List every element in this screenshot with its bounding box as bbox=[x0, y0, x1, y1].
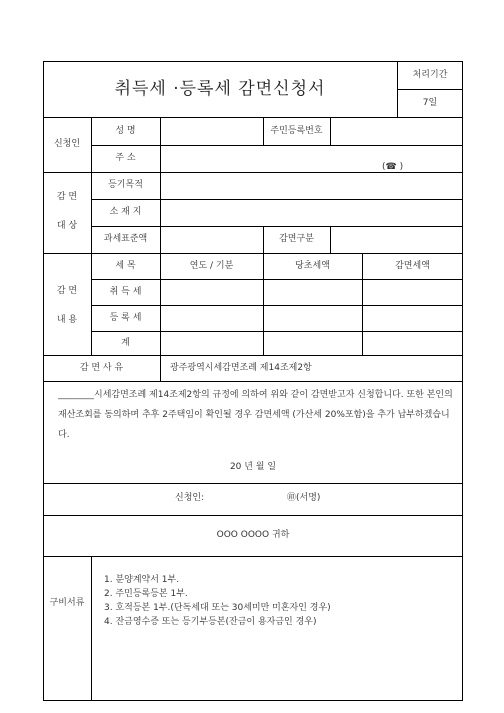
location-label: 소 재 지 bbox=[109, 207, 142, 217]
divider bbox=[43, 483, 463, 484]
divider bbox=[160, 117, 161, 173]
row-acquisition-tax: 취 득 세 bbox=[109, 287, 142, 297]
resident-number-label: 주민등록번호 bbox=[270, 126, 323, 136]
tax-base-label: 과세표준액 bbox=[103, 234, 148, 244]
registration-purpose-label: 등기목적 bbox=[108, 180, 143, 190]
target-section-label-1: 감 면 bbox=[56, 192, 78, 202]
signer-label: 신청인: bbox=[175, 493, 205, 503]
divider bbox=[91, 331, 463, 332]
reduction-category-label: 감면구분 bbox=[279, 234, 314, 244]
divider bbox=[160, 355, 161, 381]
divider bbox=[43, 355, 463, 356]
divider bbox=[160, 226, 161, 253]
reduction-reason-value: 광주광역시세감면조례 제14조제2항 bbox=[170, 363, 312, 373]
row-total: 계 bbox=[121, 338, 130, 348]
row-registration-tax: 등 록 세 bbox=[109, 313, 142, 323]
divider bbox=[91, 556, 92, 701]
col-reduced-amount: 감면세액 bbox=[395, 261, 430, 271]
seal-signature: ㊞(서명) bbox=[287, 493, 321, 503]
name-label: 성 명 bbox=[115, 126, 136, 136]
recipient: OOO OOOO 귀하 bbox=[216, 530, 290, 540]
col-original-amount: 당초세액 bbox=[295, 261, 330, 271]
processing-period-label: 처리기간 bbox=[412, 70, 448, 80]
application-date: 20 년 월 일 bbox=[229, 462, 277, 472]
col-tax-item: 세 목 bbox=[115, 261, 136, 271]
divider bbox=[43, 253, 463, 254]
reduction-reason-label: 감 면 사 유 bbox=[79, 363, 124, 373]
details-section-label-2: 내 용 bbox=[56, 315, 78, 325]
document-item: 1. 분양계약서 1부. bbox=[104, 575, 180, 585]
document-item: 2. 주민등록등본 1부. bbox=[104, 589, 188, 599]
divider bbox=[43, 556, 463, 557]
details-section-label-1: 감 면 bbox=[56, 286, 78, 296]
document-item: 4. 잔금영수증 또는 등기부등본(잔금이 용자금인 경우) bbox=[104, 617, 317, 627]
divider bbox=[160, 172, 161, 226]
divider bbox=[397, 89, 463, 90]
divider bbox=[91, 279, 463, 280]
divider bbox=[91, 226, 463, 227]
divider bbox=[330, 226, 331, 253]
divider bbox=[330, 117, 331, 145]
applicant-section-label: 신청인 bbox=[53, 139, 81, 149]
address-label: 주 소 bbox=[115, 153, 136, 163]
processing-period-value: 7일 bbox=[422, 98, 438, 108]
divider bbox=[43, 117, 463, 118]
statement-text: ________시세감면조례 제14조제2항의 규정에 의하여 위와 같이 감면받고자 신청합니다. 또한 본인의 재산조회를 동의하며 추후 2주택임이 확인될 경우 감면세액 (가산세 20%포함)을 추가 납부하겠습니다. bbox=[58, 390, 453, 440]
form-title: 취득세 ·등록세 감면신청서 bbox=[114, 79, 326, 99]
divider bbox=[91, 305, 463, 306]
col-year: 연도 / 기분 bbox=[189, 261, 234, 271]
divider bbox=[43, 515, 463, 516]
target-section-label-2: 대 상 bbox=[56, 221, 78, 231]
phone-field: (☎ ) bbox=[382, 162, 404, 172]
required-documents-label: 구비서류 bbox=[49, 598, 85, 608]
document-item: 3. 호적등본 1부.(단독세대 또는 30세미만 미혼자인 경우) bbox=[104, 603, 331, 613]
divider bbox=[43, 381, 463, 382]
divider bbox=[91, 199, 463, 200]
divider bbox=[91, 145, 463, 146]
